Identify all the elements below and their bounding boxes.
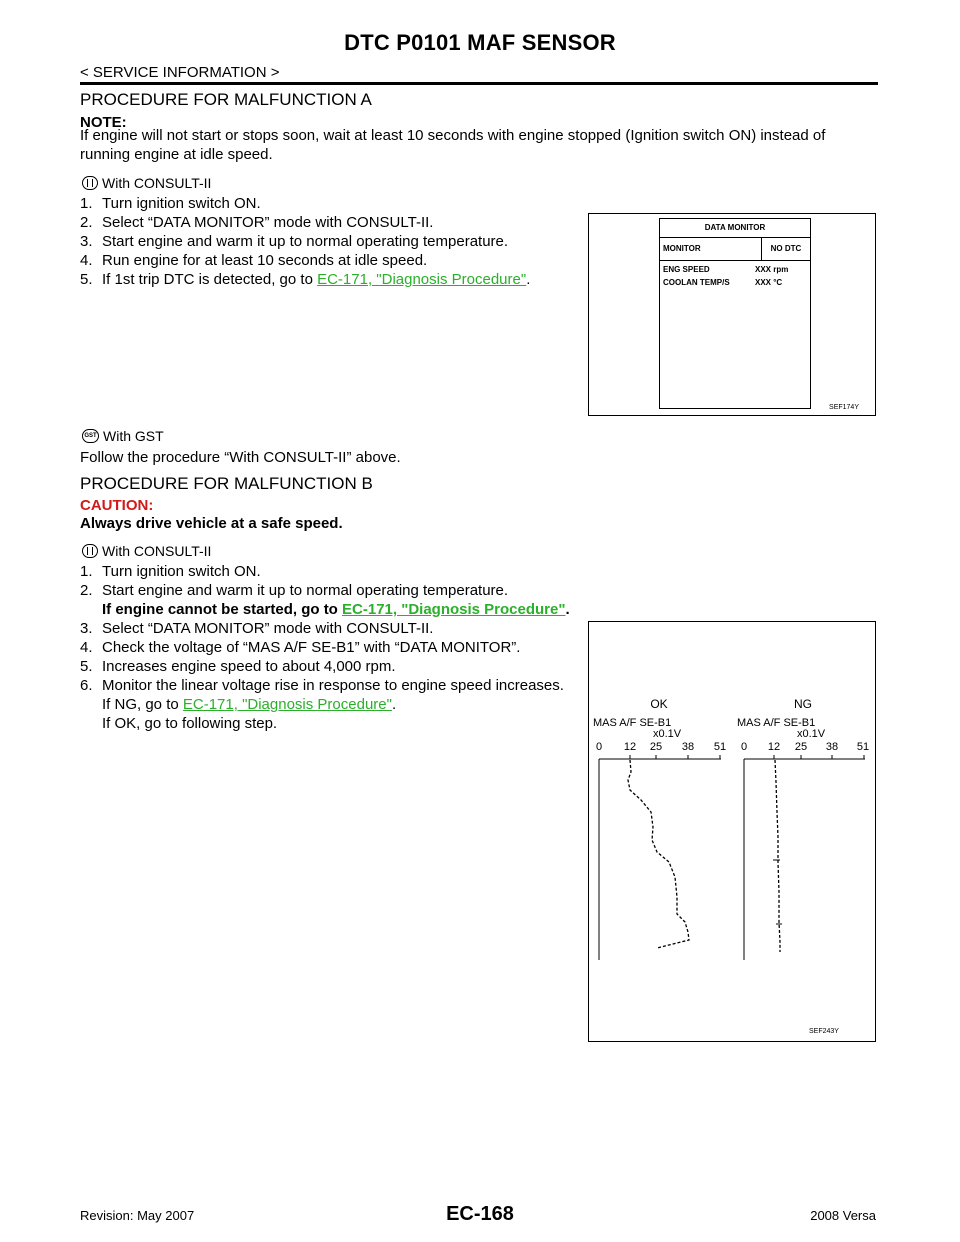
- diagnosis-link-b[interactable]: EC-171, "Diagnosis Procedure": [342, 601, 566, 618]
- list-item: 3. Select “DATA MONITOR” mode with CONSULT-II.: [80, 620, 434, 637]
- header-rule: [80, 82, 878, 85]
- list-item: 2. Select “DATA MONITOR” mode with CONSULT-II.: [80, 214, 434, 231]
- tick-label: 0: [595, 741, 603, 753]
- voltage-trace-svg: [589, 622, 877, 1043]
- caution-label: CAUTION:: [80, 497, 154, 514]
- caution-text: Always drive vehicle at a safe speed.: [80, 515, 343, 532]
- consult-icon: [82, 176, 98, 190]
- ok-trace: [628, 760, 689, 948]
- ok-signal-label: MAS A/F SE-B1: [593, 717, 672, 729]
- footer-page-number: EC-168: [446, 1203, 514, 1225]
- list-item: 2. Start engine and warm it up to normal operating temperature. If engine cannot be started, go to EC-171, "Diagnosis Procedure".: [80, 582, 570, 618]
- steps-a: [80, 194, 580, 289]
- diagnosis-link-a[interactable]: EC-171, "Diagnosis Procedure": [317, 271, 527, 288]
- figure-data-monitor: [588, 213, 876, 416]
- monitor-title: DATA MONITOR: [660, 219, 810, 238]
- steps-b: [80, 562, 577, 733]
- figure-code: SEF243Y: [809, 1028, 839, 1035]
- page-title: DTC P0101 MAF SENSOR: [344, 30, 616, 55]
- list-item: 1. Turn ignition switch ON.: [80, 563, 261, 580]
- section-label: < SERVICE INFORMATION >: [80, 64, 280, 81]
- monitor-screen: [659, 218, 811, 409]
- tick-label: 38: [825, 741, 839, 753]
- gst-icon: GST: [82, 429, 99, 443]
- consult-label-b: [82, 543, 211, 559]
- tick-label: 25: [794, 741, 808, 753]
- consult-text: With CONSULT-II: [102, 543, 212, 559]
- figure-voltage-traces: [588, 621, 876, 1042]
- tick-label: 38: [681, 741, 695, 753]
- tick-label: 12: [767, 741, 781, 753]
- footer-model: 2008 Versa: [810, 1208, 876, 1223]
- tick-label: 51: [713, 741, 727, 753]
- list-item: 4. Run engine for at least 10 seconds at idle speed.: [80, 252, 428, 269]
- tick-label: 51: [856, 741, 870, 753]
- note-text: If engine will not start or stops soon, wait at least 10 seconds with engine stopped (Ignition switch ON) instead of running engine at idle speed.: [80, 127, 826, 163]
- ok-label: OK: [650, 697, 668, 711]
- list-item: 5. If 1st trip DTC is detected, go to EC-171, "Diagnosis Procedure".: [80, 271, 531, 288]
- footer-revision: Revision: May 2007: [80, 1208, 195, 1223]
- gst-instruction: Follow the procedure “With CONSULT-II” above.: [80, 449, 401, 466]
- diagnosis-link-c[interactable]: EC-171, "Diagnosis Procedure": [182, 696, 392, 713]
- monitor-row: COOLAN TEMP/S XXX °C: [663, 278, 783, 287]
- note-label: NOTE:: [80, 114, 127, 131]
- gst-text: With GST: [103, 428, 164, 444]
- tick-label: 0: [740, 741, 748, 753]
- monitor-header-row: [660, 238, 810, 261]
- ok-unit-label: x0.1V: [653, 728, 682, 740]
- tick-label: 25: [649, 741, 663, 753]
- ng-trace: [775, 760, 780, 952]
- list-item: 6. Monitor the linear voltage rise in response to engine speed increases. If NG, go to EC-171, "Diagnosis Procedure". If OK, go to following step.: [80, 677, 564, 732]
- ng-signal-label: MAS A/F SE-B1: [737, 717, 816, 729]
- consult-text: With CONSULT-II: [102, 175, 212, 191]
- tick-label: 12: [623, 741, 637, 753]
- figure-code: SEF174Y: [829, 404, 859, 411]
- heading-procedure-b: PROCEDURE FOR MALFUNCTION B: [80, 474, 373, 493]
- list-item: 1. Turn ignition switch ON.: [80, 195, 261, 212]
- monitor-col-dtc: NO DTC: [770, 244, 802, 253]
- heading-procedure-a: PROCEDURE FOR MALFUNCTION A: [80, 90, 372, 109]
- consult-icon: [82, 544, 98, 558]
- ng-unit-label: x0.1V: [797, 728, 826, 740]
- consult-label-a: [82, 175, 211, 191]
- monitor-col-monitor: MONITOR: [660, 238, 762, 260]
- list-item: 4. Check the voltage of “MAS A/F SE-B1” with “DATA MONITOR”.: [80, 639, 521, 656]
- list-item: 5. Increases engine speed to about 4,000 rpm.: [80, 658, 396, 675]
- list-item: 3. Start engine and warm it up to normal operating temperature.: [80, 233, 509, 250]
- gst-label: [82, 428, 164, 444]
- monitor-row: ENG SPEED XXX rpm: [663, 265, 789, 274]
- ng-label: NG: [794, 697, 812, 711]
